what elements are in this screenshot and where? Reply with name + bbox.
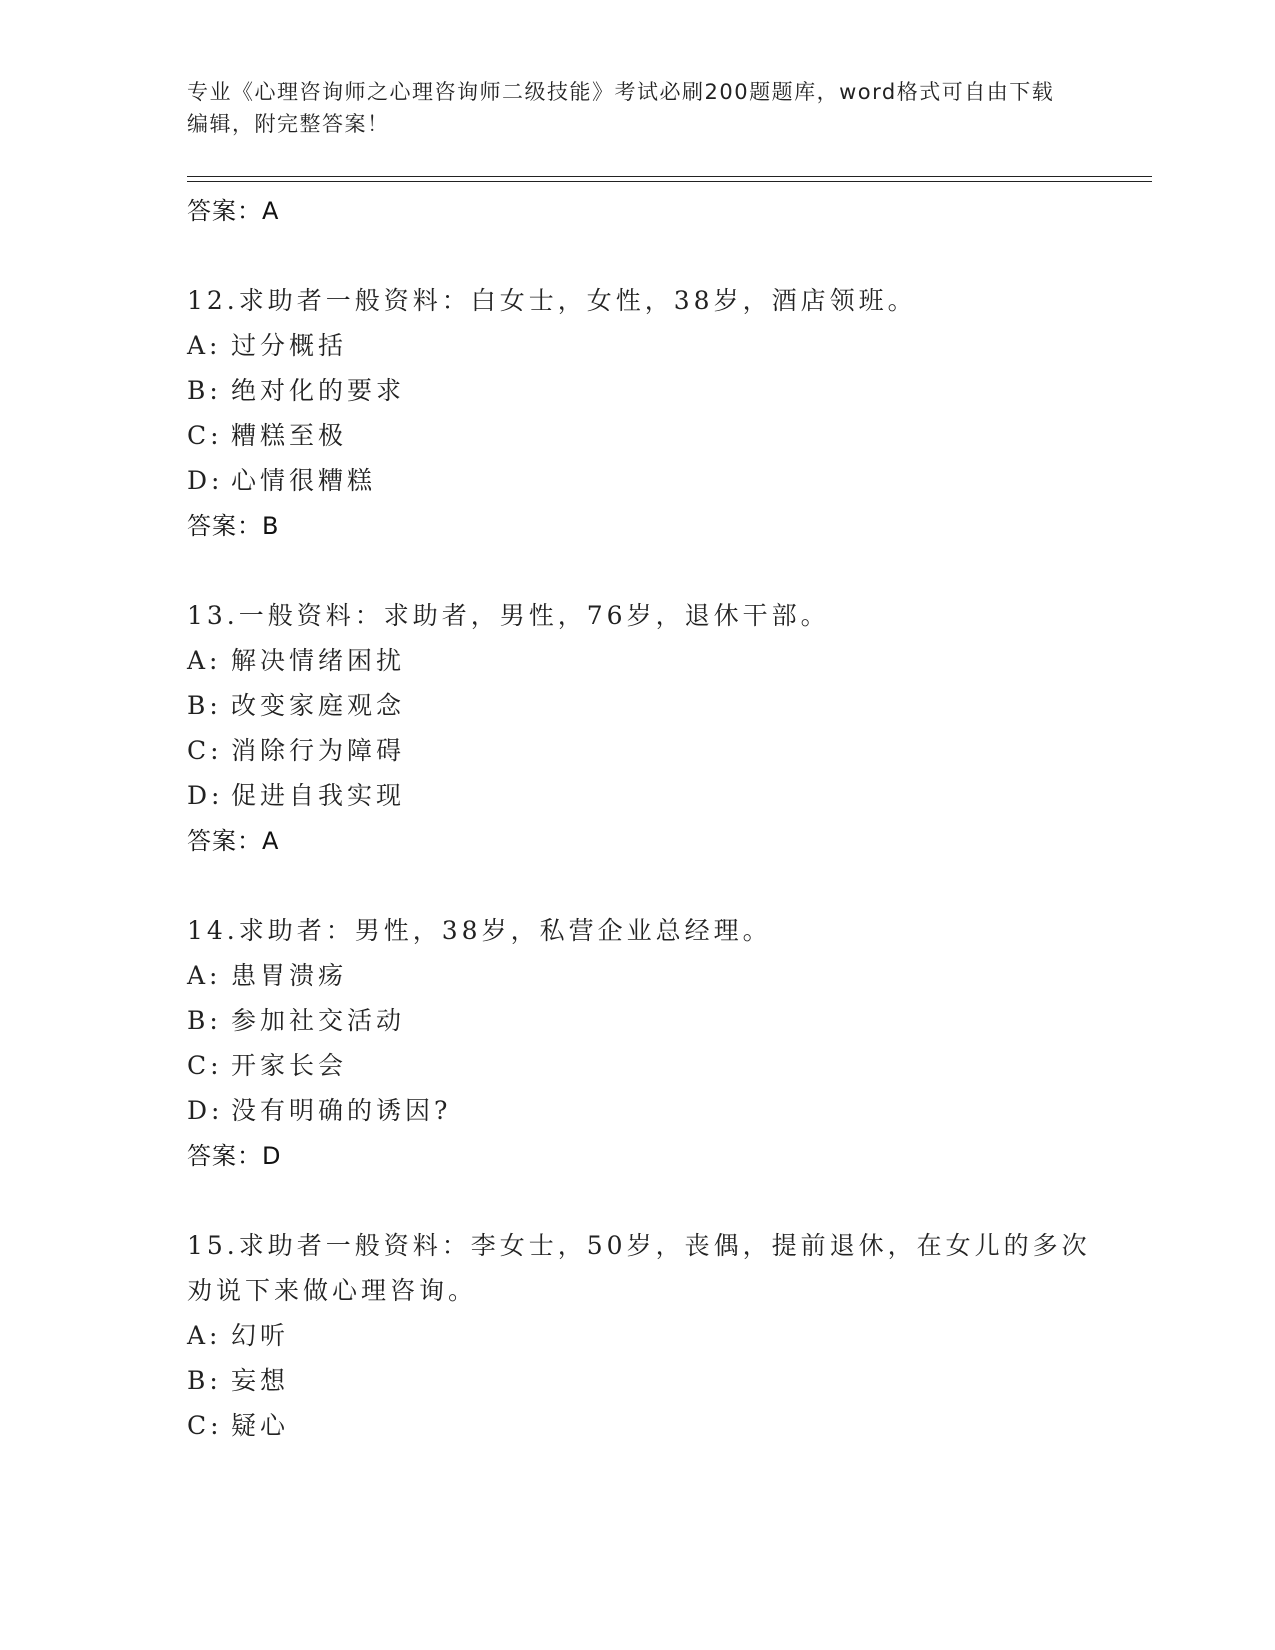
option-d — [187, 773, 1107, 818]
option-text: 没有明确的诱因? — [231, 1096, 452, 1125]
option-letter: B: — [187, 1006, 222, 1035]
header-divider-thin — [187, 181, 1152, 182]
question-content — [187, 188, 1107, 1448]
option-b — [187, 683, 1107, 728]
option-text: 糟糕至极 — [231, 421, 348, 450]
option-text: 消除行为障碍 — [231, 736, 406, 765]
option-letter: D: — [187, 781, 224, 810]
option-text: 开家长会 — [231, 1051, 348, 1080]
header-intro-text: 专业《心理咨询师之心理咨询师二级技能》考试必刷200题题库，word格式可自由下载编辑，附完整答案！ — [187, 80, 1055, 136]
option-letter: A: — [187, 961, 222, 990]
option-c — [187, 728, 1107, 773]
question-block — [187, 278, 1107, 549]
header-divider-thick — [187, 176, 1152, 177]
option-text: 促进自我实现 — [231, 781, 406, 810]
option-letter: B: — [187, 1366, 222, 1395]
option-c — [187, 1403, 1107, 1448]
question-block — [187, 1223, 1107, 1448]
option-b — [187, 368, 1107, 413]
option-letter: D: — [187, 466, 224, 495]
option-text: 妄想 — [231, 1366, 290, 1395]
option-d — [187, 1088, 1107, 1133]
option-text: 过分概括 — [231, 331, 348, 360]
option-letter: D: — [187, 1096, 224, 1125]
option-c — [187, 1043, 1107, 1088]
option-b — [187, 1358, 1107, 1403]
option-c — [187, 413, 1107, 458]
question-stem: 12.求助者一般资料：白女士，女性，38岁，酒店领班。 — [187, 286, 917, 315]
option-a — [187, 638, 1107, 683]
question-block — [187, 908, 1107, 1179]
option-a — [187, 1313, 1107, 1358]
option-letter: B: — [187, 691, 222, 720]
option-text: 心情很糟糕 — [231, 466, 377, 495]
question-stem: 13.一般资料：求助者，男性，76岁，退休干部。 — [187, 601, 830, 630]
option-text: 疑心 — [231, 1411, 290, 1440]
option-text: 解决情绪困扰 — [231, 646, 406, 675]
option-text: 参加社交活动 — [231, 1006, 406, 1035]
option-text: 幻听 — [231, 1321, 290, 1350]
option-text: 患胃溃疡 — [231, 961, 348, 990]
option-letter: C: — [187, 1411, 223, 1440]
option-text: 绝对化的要求 — [231, 376, 406, 405]
option-b — [187, 998, 1107, 1043]
option-letter: B: — [187, 376, 222, 405]
question-stem: 14.求助者：男性，38岁，私营企业总经理。 — [187, 916, 772, 945]
option-a — [187, 323, 1107, 368]
question-stem: 15.求助者一般资料：李女士，50岁，丧偶，提前退休，在女儿的多次劝说下来做心理咨询。 — [187, 1231, 1091, 1305]
answer-line: 答案：A — [187, 827, 280, 855]
answer-line: 答案：A — [187, 197, 280, 225]
option-letter: C: — [187, 736, 223, 765]
option-letter: A: — [187, 331, 222, 360]
option-d — [187, 458, 1107, 503]
option-letter: C: — [187, 421, 223, 450]
option-a — [187, 953, 1107, 998]
option-letter: A: — [187, 1321, 222, 1350]
question-block — [187, 593, 1107, 864]
option-letter: A: — [187, 646, 222, 675]
option-text: 改变家庭观念 — [231, 691, 406, 720]
answer-line: 答案：D — [187, 1142, 282, 1170]
option-letter: C: — [187, 1051, 223, 1080]
answer-line: 答案：B — [187, 512, 280, 540]
